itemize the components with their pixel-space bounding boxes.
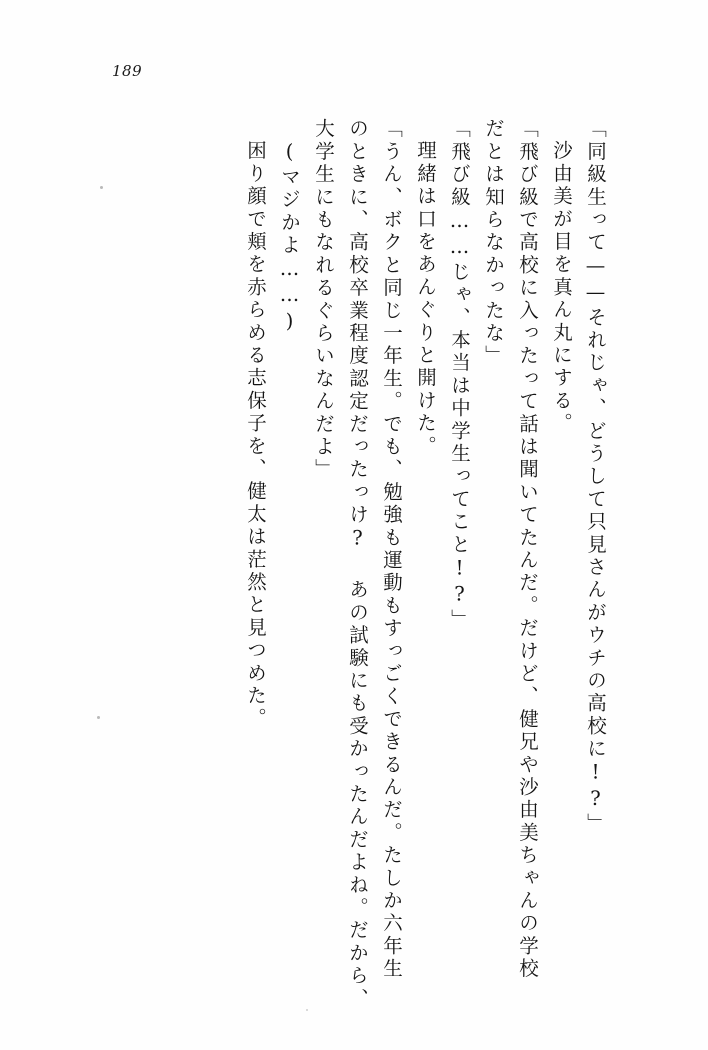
- page-number: 189: [112, 62, 143, 80]
- scan-speck: [100, 186, 103, 189]
- text-line: 沙由美が目を真ん丸にする。: [550, 140, 573, 436]
- vertical-text-body: [238, 118, 612, 1011]
- scan-speck: [97, 716, 100, 719]
- text-line: (マジかよ……): [278, 140, 301, 336]
- text-line: 困り顔で頬を赤らめる志保子を、健太は茫然と見つめた。: [244, 140, 267, 731]
- scan-speck: [306, 1009, 308, 1011]
- text-line: 「飛び級で高校に入ったって話は聞いてたんだ。だけど、健兄や沙由美ちゃんの学校: [516, 118, 539, 981]
- text-line: 「同級生って——それじゃ、どうして只見さんがウチの高校に!?」: [584, 118, 607, 836]
- text-line: のときに、高校卒業程度認定だったっけ? あの試験にも受かったんだよね。だから、: [346, 118, 369, 1011]
- text-line: 大学生にもなれるぐらいなんだよ」: [312, 118, 335, 482]
- text-line: 「うん、ボクと同じ一年生。でも、勉強も運動もすっごくできるんだ。たしか六年生: [380, 118, 403, 981]
- text-line: 理緒は口をあんぐりと開けた。: [414, 140, 437, 458]
- text-line: だとは知らなかったな」: [482, 118, 505, 368]
- text-line: 「飛び級……じゃ、本当は中学生ってこと!?」: [448, 118, 471, 632]
